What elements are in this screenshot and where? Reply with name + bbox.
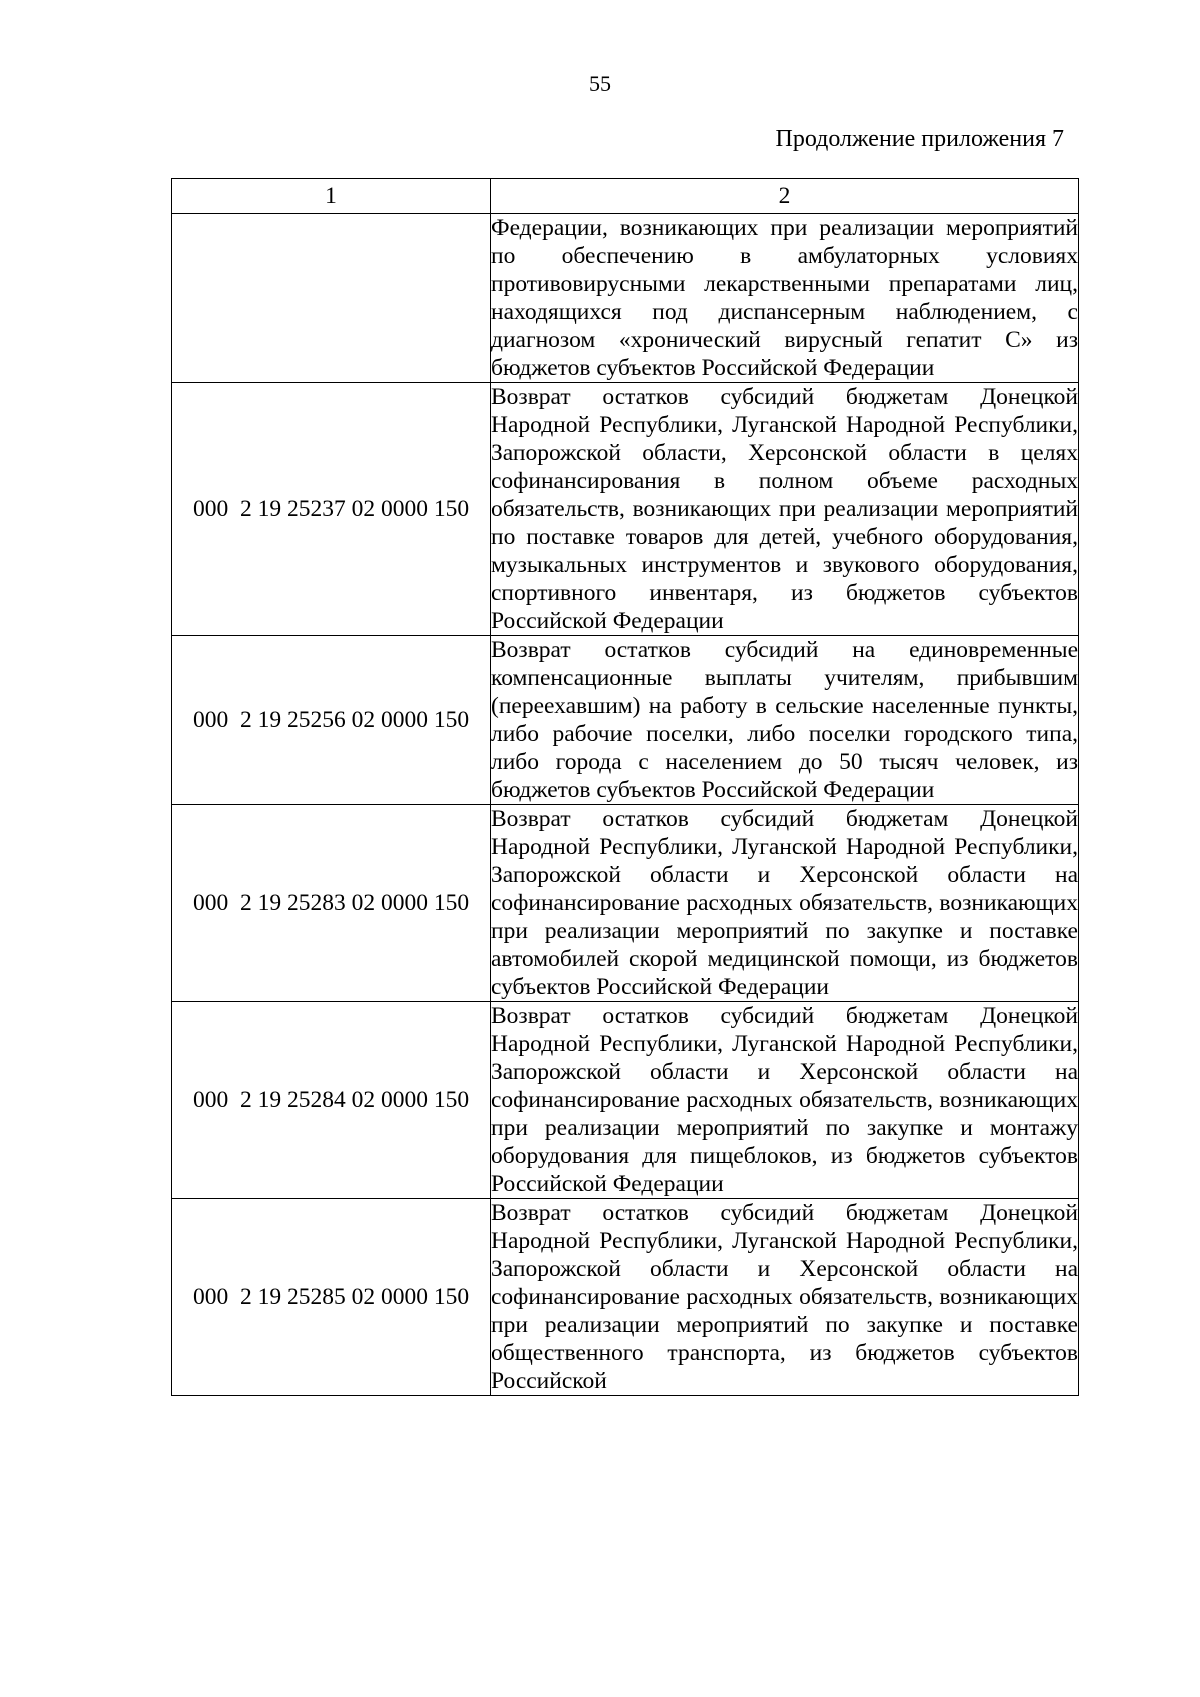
row-description: Возврат остатков субсидий на единовременные компенсационные выплаты учителям, прибывшим (переехавшим) на работу в сельские населенные пункты, либо рабочие поселки, либо поселки городского типа, либо города с населением до 50 тысяч человек, из бюджетов субъектов Российской Федерации <box>491 637 1078 803</box>
row-description: Возврат остатков субсидий бюджетам Донецкой Народной Республики, Луганской Народной Республики, Запорожской области и Херсонской области на софинансирование расходных обязательств, возникающих при реализации мероприятий по закупке и монтажу оборудования для пищеблоков, из бюджетов субъектов Российской Федерации <box>491 1003 1078 1197</box>
table-header-row <box>172 179 1079 214</box>
table-row <box>172 1199 1079 1396</box>
table-row <box>172 1002 1079 1199</box>
continuation-label: Продолжение приложения 7 <box>775 126 1064 152</box>
row-code: 000 2 19 25285 02 0000 150 <box>172 1199 491 1396</box>
budget-codes-table <box>171 178 1079 1396</box>
table-row <box>172 636 1079 805</box>
table-row <box>172 383 1079 636</box>
row-description: Федерации, возникающих при реализации мероприятий по обеспечению в амбулаторных условиях противовирусными лекарственными препаратами лиц, находящихся под диспансерным наблюдением, с диагнозом «хронический вирусный гепатит С» из бюджетов субъектов Российской Федерации <box>491 215 1078 381</box>
row-description: Возврат остатков субсидий бюджетам Донецкой Народной Республики, Луганской Народной Республики, Запорожской области и Херсонской области на софинансирование расходных обязательств, возникающих при реализации мероприятий по закупке и поставке автомобилей скорой медицинской помощи, из бюджетов субъектов Российской Федерации <box>491 806 1078 1000</box>
row-code: 000 2 19 25283 02 0000 150 <box>172 805 491 1002</box>
table-row <box>172 214 1079 383</box>
row-code: 000 2 19 25256 02 0000 150 <box>172 636 491 805</box>
row-code: 000 2 19 25237 02 0000 150 <box>172 383 491 636</box>
row-description: Возврат остатков субсидий бюджетам Донецкой Народной Республики, Луганской Народной Республики, Запорожской области и Херсонской области на софинансирование расходных обязательств, возникающих при реализации мероприятий по закупке и поставке общественного транспорта, из бюджетов субъектов Российской <box>491 1200 1078 1394</box>
column-header-1: 1 <box>172 179 491 214</box>
row-code <box>172 214 491 383</box>
row-description: Возврат остатков субсидий бюджетам Донецкой Народной Республики, Луганской Народной Республики, Запорожской области, Херсонской области в целях софинансирования в полном объеме расходных обязательств, возникающих при реализации мероприятий по поставке товаров для детей, учебного оборудования, музыкальных инструментов и звукового оборудования, спортивного инвентаря, из бюджетов субъектов Российской Федерации <box>491 384 1078 634</box>
table-row <box>172 805 1079 1002</box>
column-header-2: 2 <box>491 179 1079 214</box>
page-number: 55 <box>589 71 611 96</box>
row-code: 000 2 19 25284 02 0000 150 <box>172 1002 491 1199</box>
